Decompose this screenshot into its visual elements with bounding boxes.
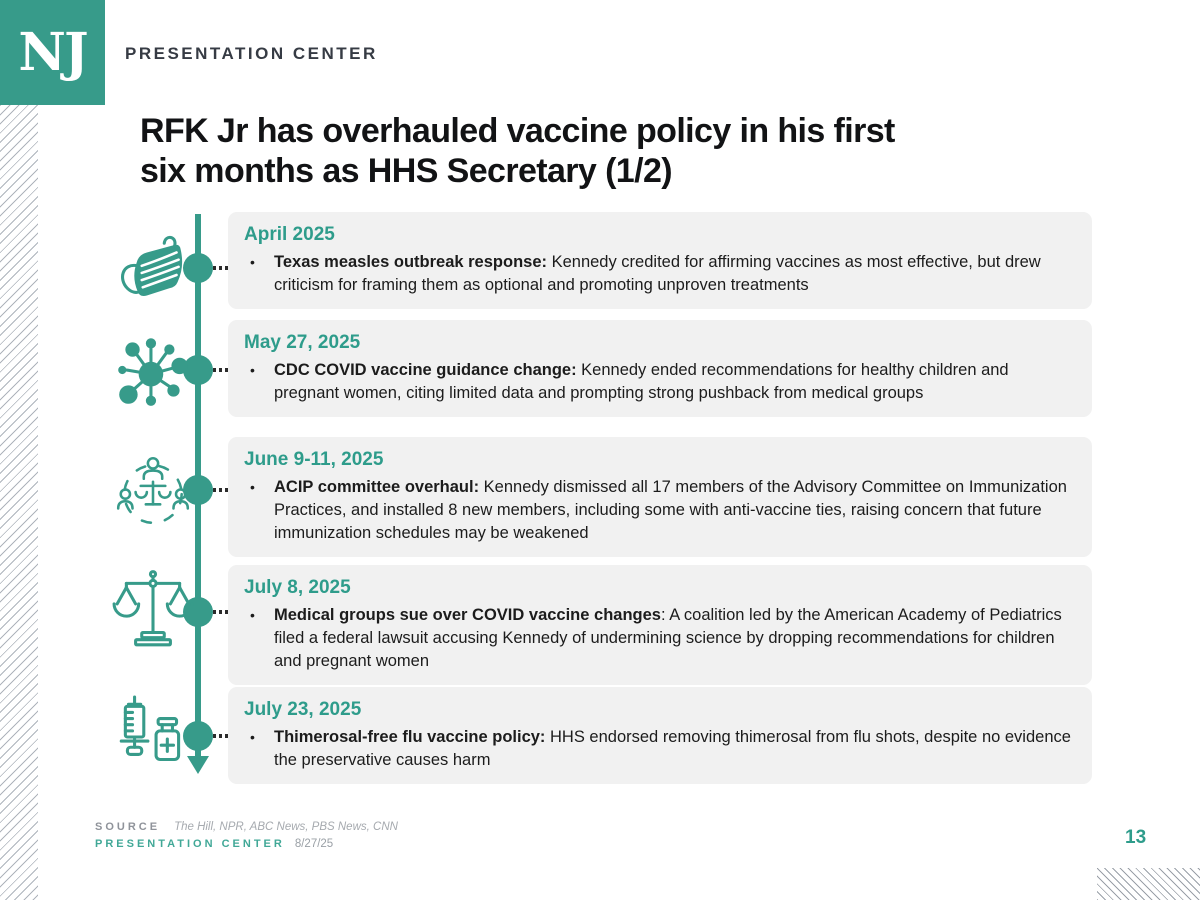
bullet-marker: • — [250, 728, 255, 745]
card-body — [244, 476, 1074, 545]
timeline-connector — [213, 368, 229, 372]
footer-brand-label: PRESENTATION CENTER — [95, 838, 285, 850]
bullet-marker: • — [250, 606, 255, 623]
card-text-rest: Kennedy credited for affirming vaccines as most effective, but drew criticism for framing them as optional and promoting unproven treatments — [274, 252, 1041, 294]
card-date: July 23, 2025 — [244, 699, 362, 720]
page-number: 13 — [1125, 827, 1147, 848]
source-line — [95, 821, 398, 833]
timeline-card-july-23-2025 — [228, 687, 1092, 784]
bullet-marker: • — [250, 361, 255, 378]
scales-of-justice-icon — [110, 567, 196, 653]
source-label: SOURCE — [95, 821, 161, 833]
source-list: The Hill, NPR, ABC News, PBS News, CNN — [174, 821, 398, 833]
slide-title — [140, 112, 1080, 192]
footer-brand-line — [95, 838, 333, 850]
card-text — [274, 476, 1074, 545]
card-text-lead: CDC COVID vaccine guidance change: — [274, 360, 577, 379]
timeline-connector — [213, 734, 229, 738]
card-text — [274, 251, 1074, 297]
bottom-right-hatch-decoration — [1097, 868, 1200, 900]
card-body — [244, 359, 1074, 405]
card-date: April 2025 — [244, 224, 335, 245]
card-text-lead: Medical groups sue over COVID vaccine changes — [274, 605, 661, 624]
slide-title-line2: six months as HHS Secretary (1/2) — [140, 151, 672, 190]
card-date: May 27, 2025 — [244, 332, 361, 353]
card-text — [274, 359, 1074, 405]
timeline-card-july-8-2025 — [228, 565, 1092, 685]
card-body — [244, 604, 1074, 673]
card-text — [274, 604, 1074, 673]
timeline-card-may-27-2025 — [228, 320, 1092, 417]
card-text-lead: Texas measles outbreak response: — [274, 252, 547, 271]
footer-date: 8/27/25 — [294, 838, 334, 850]
slide-title-line1: RFK Jr has overhauled vaccine policy in his first — [140, 112, 895, 150]
committee-icon — [110, 447, 196, 533]
card-body — [244, 726, 1074, 772]
card-text-rest: HHS endorsed removing thimerosal from flu shots, despite no evidence the preservative causes harm — [274, 727, 1071, 769]
card-text-lead: Thimerosal-free flu vaccine policy: — [274, 727, 546, 746]
card-text-rest: : A coalition led by the American Academy of Pediatrics filed a federal lawsuit accusing Kennedy of undermining science by dropping recommendations for children and pregnant women — [274, 605, 1062, 670]
timeline-card-april-2025 — [228, 212, 1092, 309]
timeline-connector — [213, 488, 229, 492]
card-text-rest: Kennedy dismissed all 17 members of the Advisory Committee on Immunization Practices, and installed 8 new members, including some with anti-vaccine ties, raising concern that future immunization schedules may be weakened — [274, 477, 1067, 542]
left-hatch-decoration — [0, 105, 38, 900]
card-text — [274, 726, 1074, 772]
nj-logo-text: NJ — [18, 22, 87, 83]
timeline-connector — [213, 266, 229, 270]
timeline-connector — [213, 610, 229, 614]
card-body — [244, 251, 1074, 297]
face-mask-icon — [110, 232, 196, 318]
bullet-marker: • — [250, 253, 255, 270]
card-date: July 8, 2025 — [244, 577, 351, 598]
bullet-marker: • — [250, 478, 255, 495]
nj-logo — [0, 0, 105, 105]
syringe-vial-icon — [110, 694, 196, 780]
timeline-card-june-9-11-2025 — [228, 437, 1092, 557]
card-text-rest: Kennedy ended recommendations for healthy children and pregnant women, citing limited data and prompting strong pushback from medical groups — [274, 360, 1009, 402]
card-text-lead: ACIP committee overhaul: — [274, 477, 480, 496]
card-date: June 9-11, 2025 — [244, 449, 384, 470]
presentation-center-header: PRESENTATION CENTER — [125, 44, 378, 63]
virus-molecule-icon — [110, 327, 196, 413]
